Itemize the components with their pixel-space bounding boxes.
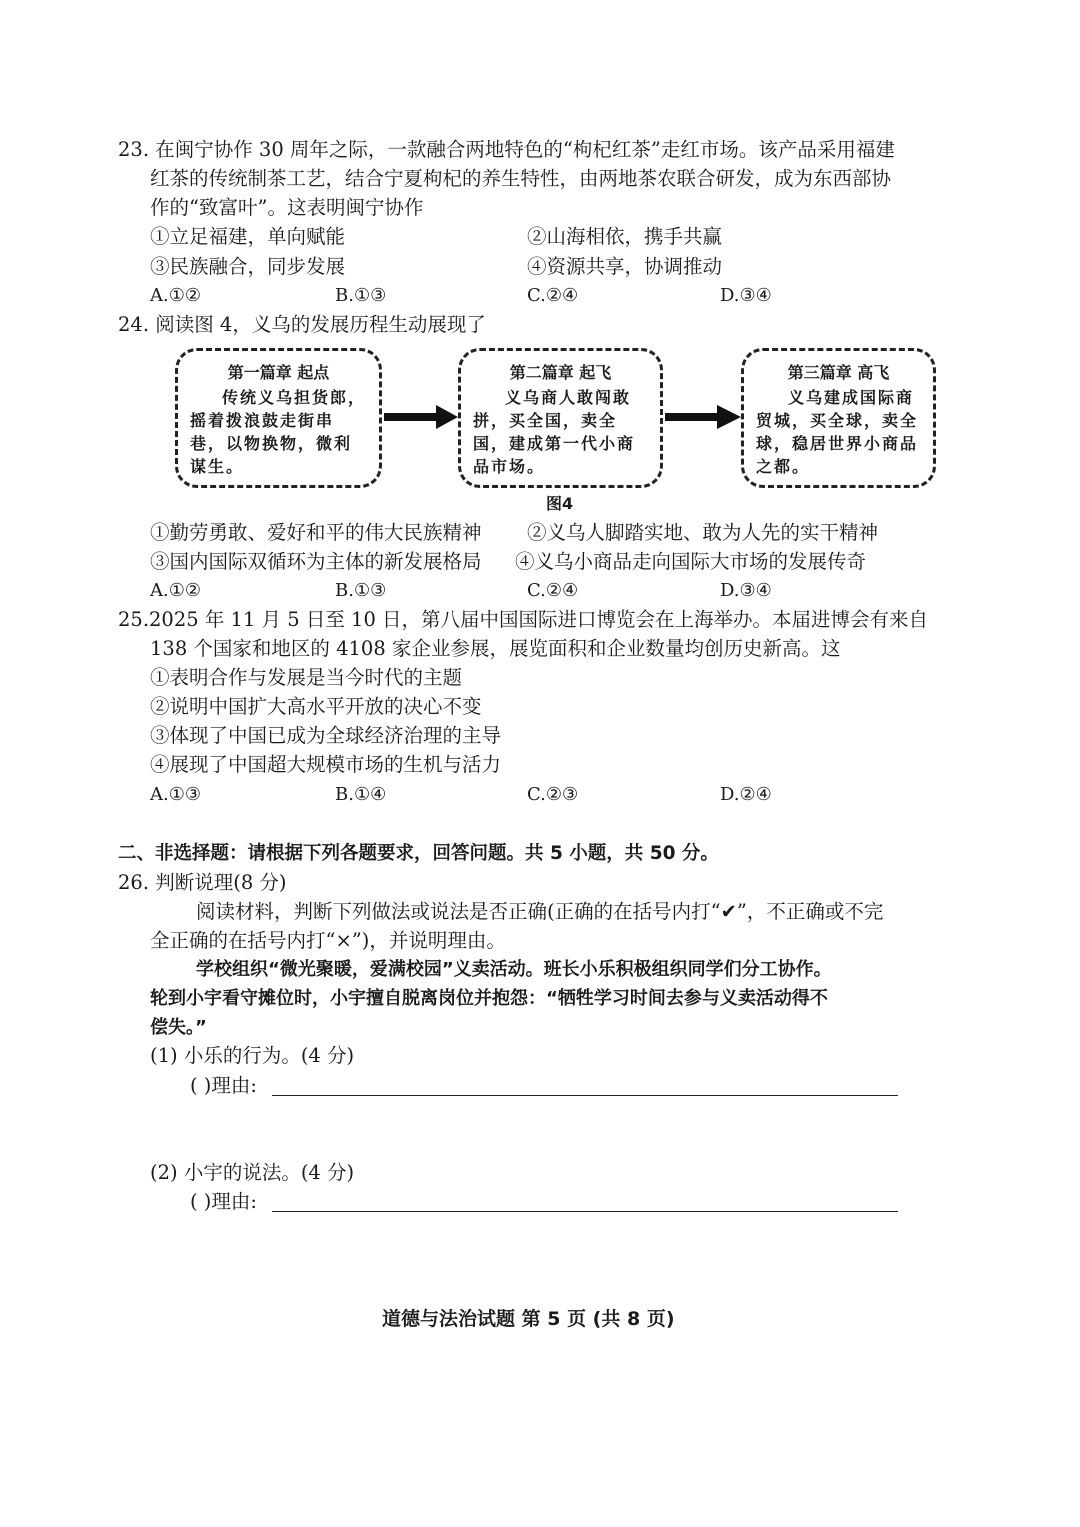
q26-instruction-line-2: 全正确的在括号内打“×”)，并说明理由。	[150, 929, 506, 952]
q26-sub2-answer-label: ( )理由:	[190, 1190, 257, 1213]
q24-option-a: A.①②	[150, 580, 201, 601]
q24-item-3: ③国内国际双循环为主体的新发展格局	[150, 550, 482, 573]
q24-item-4: ④义乌小商品走向国际大市场的发展传奇	[515, 550, 867, 573]
q24-item-2: ②义乌人脚踏实地、敢为人先的实干精神	[527, 521, 879, 544]
q24-stem: 24. 阅读图 4，义乌的发展历程生动展现了	[118, 313, 486, 336]
q25-item-4: ④展现了中国超大规模市场的生机与活力	[150, 753, 502, 776]
q25-stem-line-2: 138 个国家和地区的 4108 家企业参展，展览面积和企业数量均创历史新高。这	[150, 637, 841, 660]
q26-sub1-label: (1) 小乐的行为。(4 分)	[150, 1044, 355, 1067]
page-footer: 道德与法治试题 第 5 页 (共 8 页)	[382, 1308, 675, 1330]
q25-option-c: C.②③	[527, 784, 579, 805]
q26-instruction-line-1: 阅读材料，判断下列做法或说法是否正确(正确的在括号内打“✔”，不正确或不完	[196, 900, 884, 923]
figure4-arrow-2	[663, 402, 743, 432]
q25-option-a: A.①③	[150, 784, 201, 805]
q23-option-a: A.①②	[150, 285, 201, 306]
q25-item-1: ①表明合作与发展是当今时代的主题	[150, 666, 463, 689]
q26-sub2-label: (2) 小宇的说法。(4 分)	[150, 1161, 355, 1184]
figure4-box-2-title: 第二篇章 起飞	[509, 363, 612, 382]
q23-option-b: B.①③	[335, 285, 387, 306]
q23-stem-line-3: 作的“致富叶”。这表明闽宁协作	[150, 196, 424, 219]
q26-title: 26. 判断说理(8 分)	[118, 871, 287, 894]
figure4-box-chapter-2	[458, 348, 663, 488]
figure4-box-chapter-1	[175, 348, 382, 488]
figure4-box-3-text: 义乌建成国际商贸城，买全球，卖全球，稳居世界小商品之都。	[756, 388, 919, 476]
q23-item-1: ①立足福建，单向赋能	[150, 225, 346, 248]
q23-item-2: ②山海相依，携手共赢	[527, 225, 723, 248]
q23-option-d: D.③④	[720, 285, 772, 306]
figure4-caption: 图4	[546, 494, 574, 513]
figure4-box-chapter-3	[741, 348, 936, 488]
section-2-heading: 二、非选择题：请根据下列各题要求，回答问题。共 5 小题，共 50 分。	[118, 843, 719, 864]
q26-material-line-2: 轮到小宇看守摊位时，小宇擅自脱离岗位并抱怨：“牺牲学习时间去参与义卖活动得不	[150, 988, 828, 1009]
q23-item-4: ④资源共享，协调推动	[527, 255, 723, 278]
q25-item-3: ③体现了中国已成为全球经济治理的主导	[150, 724, 502, 747]
q26-sub1-answer-line[interactable]	[272, 1095, 898, 1096]
q25-option-b: B.①④	[335, 784, 387, 805]
q24-option-d: D.③④	[720, 580, 772, 601]
q23-option-c: C.②④	[527, 285, 579, 306]
figure4-box-2-text: 义乌商人敢闯敢拼，买全国，卖全国，建成第一代小商品市场。	[473, 388, 636, 476]
figure4-box-3-title: 第三篇章 高飞	[787, 363, 890, 382]
q24-option-b: B.①③	[335, 580, 387, 601]
figure4-box-1-text: 传统义乌担货郎，摇着拨浪鼓走街串巷，以物换物，微利谋生。	[190, 388, 367, 476]
q26-sub1-answer-label: ( )理由:	[190, 1074, 257, 1097]
q23-stem-line-1: 23. 在闽宁协作 30 周年之际，一款融合两地特色的“枸杞红茶”走红市场。该产品采用福建	[118, 138, 895, 161]
q24-option-c: C.②④	[527, 580, 579, 601]
q26-material-line-1: 学校组织“微光聚暖，爱满校园”义卖活动。班长小乐积极组织同学们分工协作。	[196, 959, 832, 980]
q26-material-line-3: 偿失。”	[150, 1017, 207, 1038]
figure4-arrow-1	[382, 402, 460, 432]
q26-sub2-answer-line[interactable]	[272, 1211, 898, 1212]
figure4-box-1-title: 第一篇章 起点	[227, 363, 330, 382]
q25-option-d: D.②④	[720, 784, 772, 805]
q25-item-2: ②说明中国扩大高水平开放的决心不变	[150, 695, 482, 718]
q25-stem-line-1: 25.2025 年 11 月 5 日至 10 日，第八届中国国际进口博览会在上海举办。本届进博会有来自	[118, 608, 929, 631]
q24-item-1: ①勤劳勇敢、爱好和平的伟大民族精神	[150, 521, 482, 544]
q23-stem-line-2: 红茶的传统制茶工艺，结合宁夏枸杞的养生特性，由两地茶农联合研发，成为东西部协	[150, 167, 892, 190]
q23-item-3: ③民族融合，同步发展	[150, 255, 346, 278]
